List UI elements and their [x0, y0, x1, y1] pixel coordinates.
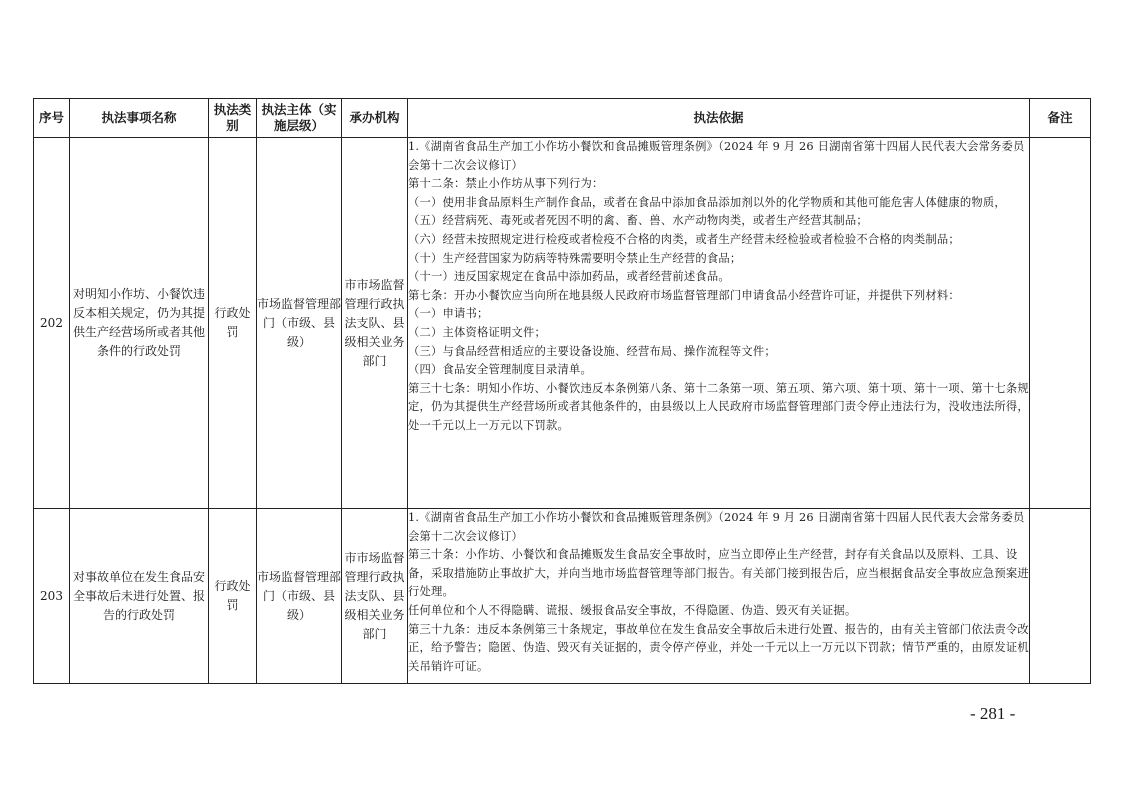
row-name: 对事故单位在发生食品安全事故后未进行处置、报告的行政处罚 — [70, 509, 209, 684]
basis-line: （十）生产经营国家为防病等特殊需要明令禁止生产经营的食品； — [408, 251, 742, 265]
basis-line: （四）食品安全管理制度目录清单。 — [408, 363, 592, 377]
header-basis: 执法依据 — [408, 99, 1030, 138]
row-remark — [1030, 509, 1091, 684]
row-subject: 市场监督管理部门（市级、县级） — [257, 138, 342, 509]
basis-line: 任何单位和个人不得隐瞒、谎报、缓报食品安全事故，不得隐匿、伪造、毁灭有关证据。 — [408, 603, 857, 617]
basis-line: （五）经营病死、毒死或者死因不明的禽、畜、兽、水产动物肉类，或者生产经营其制品； — [408, 214, 868, 228]
page-number: - 281 - — [970, 704, 1016, 723]
table-row — [34, 509, 1091, 684]
basis-line: （三）与食品经营相适应的主要设备设施、经营布局、操作流程等文件； — [408, 344, 776, 358]
header-subject: 执法主体（实施层级） — [257, 99, 342, 138]
header-seq: 序号 — [34, 99, 70, 138]
table-header-row — [34, 99, 1091, 138]
header-name: 执法事项名称 — [70, 99, 209, 138]
row-subject: 市场监督管理部门（市级、县级） — [257, 509, 342, 684]
row-basis — [408, 509, 1030, 684]
row-remark — [1030, 138, 1091, 509]
basis-line: 1.《湖南省食品生产加工小作坊小餐饮和食品摊贩管理条例》（2024 年 9 月 26 日湖南省第十四届人民代表大会常务委员会第十二次会议修订） — [408, 140, 1025, 172]
row-category: 行政处罚 — [209, 138, 257, 509]
basis-line: （六）经营未按照规定进行检疫或者检疫不合格的肉类，或者生产经营未经检验或者检验不合格的肉类制品； — [408, 232, 960, 246]
basis-line: 第三十九条：违反本条例第三十条规定，事故单位在发生食品安全事故后未进行处置、报告的，由有关主管部门依法责令改正，给予警告；隐匿、伪造、毁灭有关证据的，责令停产停业，并处一千元以上一万元以下罚款；情节严重的，由原发证机关吊销许可证。 — [408, 622, 1029, 673]
row-agency: 市市场监督管理行政执法支队、县级相关业务部门 — [342, 509, 408, 684]
basis-line: （一）申请书； — [408, 307, 489, 321]
row-name: 对明知小作坊、小餐饮违反本相关规定，仍为其提供生产经营场所或者其他条件的行政处罚 — [70, 138, 209, 509]
row-agency: 市市场监督管理行政执法支队、县级相关业务部门 — [342, 138, 408, 509]
row-basis — [408, 138, 1030, 509]
law-enforcement-table — [33, 98, 1091, 684]
basis-line: （十一）违反国家规定在食品中添加药品，或者经营前述食品。 — [408, 270, 730, 284]
header-agency: 承办机构 — [342, 99, 408, 138]
row-seq: 203 — [34, 509, 70, 684]
row-seq: 202 — [34, 138, 70, 509]
basis-line: 第三十条：小作坊、小餐饮和食品摊贩发生食品安全事故时，应当立即停止生产经营，封存有关食品以及原料、工具、设备，采取措施防止事故扩大，并向当地市场监督管理等部门报告。有关部门接到报告后，应当根据食品安全事故应急预案进行处理。 — [408, 548, 1029, 599]
basis-line: 第三十七条：明知小作坊、小餐饮违反本条例第八条、第十二条第一项、第五项、第六项、第十项、第十一项、第十七条规定，仍为其提供生产经营场所或者其他条件的，由县级以上人民政府市场监督管理部门责令停止违法行为，没收违法所得，处一千元以上一万元以下罚款。 — [408, 381, 1029, 432]
basis-line: 1.《湖南省食品生产加工小作坊小餐饮和食品摊贩管理条例》（2024 年 9 月 26 日湖南省第十四届人民代表大会常务委员会第十二次会议修订） — [408, 511, 1025, 543]
table-row — [34, 138, 1091, 509]
row-category: 行政处罚 — [209, 509, 257, 684]
basis-line: （一）使用非食品原料生产制作食品，或者在食品中添加食品添加剂以外的化学物质和其他可能危害人体健康的物质， — [408, 195, 1006, 209]
basis-line: 第七条：开办小餐饮应当向所在地县级人民政府市场监督管理部门申请食品小经营许可证，并提供下列材料： — [408, 288, 960, 302]
basis-line: （二）主体资格证明文件； — [408, 325, 546, 339]
basis-line: 第十二条：禁止小作坊从事下列行为： — [408, 177, 604, 191]
header-remark: 备注 — [1030, 99, 1091, 138]
header-category: 执法类别 — [209, 99, 257, 138]
